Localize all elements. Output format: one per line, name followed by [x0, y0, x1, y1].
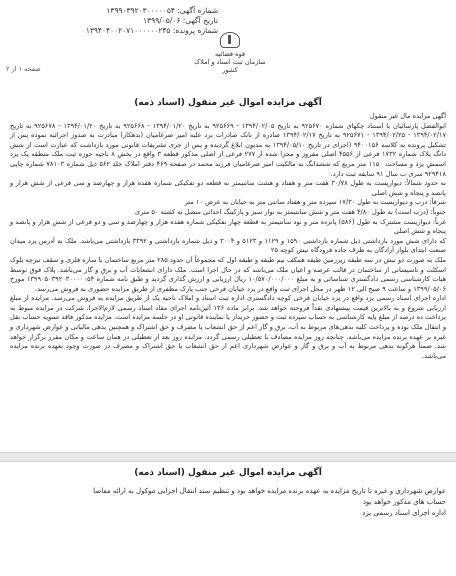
signature-line: اداره اجرای اسناد رسمی یزد	[362, 509, 446, 517]
notice-body-continued	[10, 486, 446, 519]
notice-title: آگهی مزایده اموال غیر منقول (اسناد ذمه)	[134, 98, 322, 108]
judiciary-emblem-icon	[220, 32, 240, 48]
notice-paragraph: عوارض شهرداری و غیره تا تاریخ مزایده به عهده برنده مزایده خواهد بود و تنظیم سند انتقال اجرایی موکول به ارائه مفاصا	[93, 487, 446, 495]
section-divider	[0, 452, 456, 462]
org-line-1: قوه قضائیه	[215, 50, 245, 58]
notice-paragraph: جنوباً: (درب است) به طول ۴/۸۰ هفت متر و شش سانتیمتر به نوار سبز و پارکینگ احداثی متصل به کشته ۵۰ متری	[134, 207, 446, 216]
notice-paragraph: آگهی مزایده مال غیر منقول	[369, 112, 446, 120]
notice-paragraph: اداره اجرای اسناد رسمی یزد واقع در یزد خیابان فرخی کوچه دادگستری اداره ثبت اسناد و املاک ناحیه یک از طریق مزایده به فروش می‌رسد. مزایده از مبلغ ارزیابی شروع و به بالاترین قیمت پیشنهادی نقداً فروخته خواهد شد. برابر ماده ۱۳۶ آئین‌نامه اجرای مفاد اسناد رسمی لازم‌الاجرا، شرکت در مزایده منوط به پرداخت ده درصد از مبلغ پایه کارشناسی به حساب سپرده ثبت و حضور خریدار یا نماینده قانونی او در جلسه مزایده است. مزایده مذکور فاقد تسویه حساب نقل و انتقال ملک بوده و پرداخت کلیه بدهی‌های مربوط به آب، برق و گاز اعم از حق انشعاب یا مصرف و حق اشتراک و همچنین بدهی مالیاتی و عوارض شهرداری و غیره بر عهده برنده مزایده می‌باشد. چنانچه روز مزایده مصادف با تعطیلی رسمی گردد، مزایده روز بعد از تعطیلی در همان ساعت و مکان مقرر برگزار خواهد شد. ضمناً هرگونه بدهی مربوط به آب و برق و گاز و عوارض شهرداری اعم از حق انشعاب یا حق اشتراک و مصرف در صورت وجود بعهده برنده مزایده می‌باشد.	[10, 294, 446, 360]
notice-paragraph: ابوالفضل پارسائیان با استناد چکهای شماره ۹۲۵۶۷۰ به تاریخ ۱۳۹۴/۰۲/۰۵ - ۹۲۵۶۶۹ به تاریخ ۱۳۹۴/۰۱/۲۰ - ۹۲۵۶۶۸ به تاریخ ۱۳۹۴/۰۱/۲۰ - ۹۲۵۶۷۸ به تاریخ ۱۳۹۴/۰۲/۱۷ - ۱۳۹۴/۰۲/۲۵ - ۹۲۵۶۷۱ به تاریخ ۱۳۹۴/۰۲/۱۷ صادره از بانک صادرات بزد علیه امیر ضرغامیان (بدهکار) مبادرت به صدور اجرائیه نموده پس از تشکیل پرونده به کلاسه ۹۴۰۰۱۵۶ (اجرای در تاریخ ۱۳۹۴/۰۵/۱۰ به مدیون ابلاغ گردیده و پس از جری تشریفات قانونی مورد بازداشت که عبارت است از شش دانگ پلاک شماره ۱۷۳۲ فرعی از ۴۵۵۶ اصلی مفروز و مجزا شده از ۲۷۷ فرعی از اصلی مذکور قطعه ۳ واقع در بخش ۸ ناحیه حوزه ثبت ملک منطقه یک یزد اسمش یزد و مساحت ۱۱۵۰ متر مربع که ششدانگ به مالکیت امیر ضرغامیان فرزند محمد در صفحه ۴۶۹ دفتر املاک جلد ۵۶۲ ذیل شماره ۷۸۱۰۳ شماره چاپی ۹۲۹۴۱۸ سری ب سال ۹۱ سابقه ثبت دارد.	[10, 121, 447, 178]
file-number: شماره پرونده: ۱۳۹۴۰۴۰۰۲۰۷۱۰۰۰۰۰۰۲۴۵	[85, 26, 218, 35]
document-metadata	[8, 6, 218, 36]
notice-paragraph: شرقاً: درب و دیواریست به طول ۱۷/۳۰ سیزده متر و هفتاد سانتی متر به خیابان به عرض ۱۰ متر	[184, 198, 446, 207]
notice-paragraph: که دارای شش مورد بازداشتی ذیل شماره بازداشتی ۱۵۹۰ و ۱۱۲۹ و ۵۱۲۳ و ۳۰۰۴ و ذیل شماره بازداشتی و ۳۳۹۲ بازداشتی می‌باشد. ملک به آدرس یزد میدان صنعت ابتدای بلوار آزادگان به طرف جاده فرودگاه نبش کوچه ۲۵	[10, 236, 446, 255]
notice-paragraph: ملک به صورت دو نبش در سه طبقه زیرزمین طبقه همکف نیم طبقه و طبقه اول که مجموعاً آن حدود ۲۸۵ متر مربع ساختمان با سازه فلزی و سقف تیرچه بلوک اسکلت و تاسیساتی از ساختمان در قالب عرصه و اعیان ملک می‌باشد که در حال اجرا است. ملک دارای انشعابات آب و برق و گاز می‌باشد. پلاک فوق توسط هیات کارشناسی رسمی دادگستری شناسائی و به مبلغ ۱۰/۵۷۰/۰۰۰/۰۰۰ ریال ارزیابی و ارزش گذاری گردید و طبق نامه شماره ۱۳۹۹۰۵۰۳۹۲۰۳۰۰۰۰۰۵۴ مورخ ۱۳۹۹/۰۵/۰۶ و ساعت ۹ صبح الی ۱۲ ظهر در محل اجرای ثبت واقع در یزد خیابان فرخی جنب پارک مظفری از طریق مزایده حضوری به فروش می‌رسد.	[10, 255, 446, 293]
ad-date: تاریخ آگهی: ۱۳۹۹/۰۵/۰۶	[143, 16, 218, 25]
organization-logo	[190, 32, 270, 74]
notice-paragraph: غرباً: دیواریست مشترک به طول (۵۸۶) پانزده متر و نود سانتیمتر به قطعه چهار تفکیکی شماره هفده هزار و چهارصد و سی و دو فرعی از شش هزار و پانصد و پنجاه و شش اصلی	[10, 217, 446, 236]
ad-number: شماره آگهی: ۱۳۹۹۰۳۹۲۰۳۰۰۰۰۰۵۴	[106, 6, 218, 15]
org-line-2: سازمان ثبت اسناد و املاک کشور	[194, 58, 266, 74]
notice-paragraph: به حدود شمالاً: دیواریست به طول ۳۰/۷۸ هفت متر و هفتاد و هشت سانتیمتر به قطعه دو تفکیکی شماره هفده هزار و چهارصد و سی فرعی از شش هزار و پانصد و پنجاه و شش اصلی	[10, 179, 446, 197]
notice-title-continued: آگهی مزایده اموال غیر منقول (اسناد ذمه)	[134, 468, 322, 478]
notice-body	[10, 112, 446, 361]
notice-paragraph: حساب های مذکور خواهد بود	[362, 498, 446, 506]
page-number: صفحه ۱ از ۲	[6, 65, 41, 73]
